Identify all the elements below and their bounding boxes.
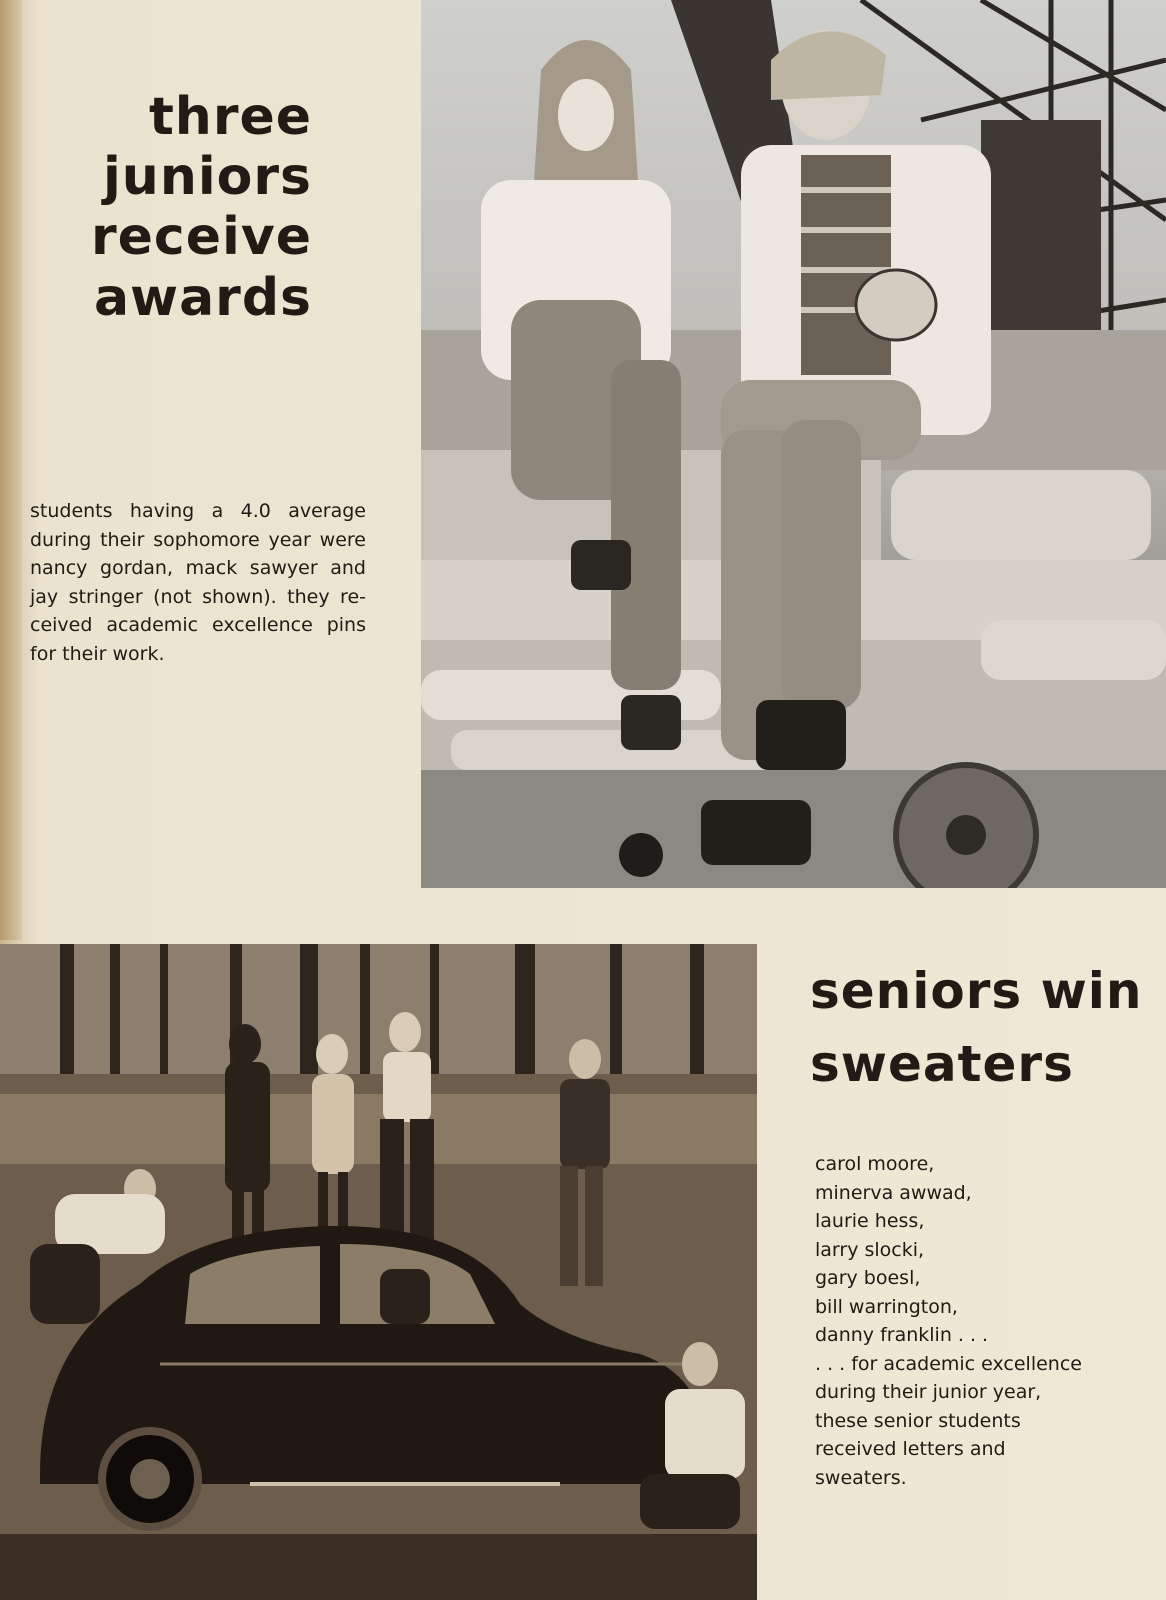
caption-line: bill warrington, bbox=[815, 1295, 958, 1318]
headline-line: sweaters bbox=[810, 1034, 1074, 1093]
caption-line: gary boesl, bbox=[815, 1267, 921, 1289]
caption-line: minerva awwad, bbox=[815, 1181, 972, 1204]
caption-line: received letters and bbox=[815, 1438, 1006, 1460]
seniors-photo-illustration bbox=[0, 944, 757, 1600]
headline-line: awards bbox=[93, 267, 312, 328]
caption-line: . . . for academic excellence bbox=[815, 1352, 1082, 1375]
seniors-headline bbox=[810, 955, 1160, 1100]
seniors-caption bbox=[815, 1150, 1155, 1492]
caption-line: jay stringer (not shown). they re- bbox=[30, 585, 366, 608]
caption-line: during their sophomore year were bbox=[30, 528, 366, 551]
juniors-photo bbox=[421, 0, 1166, 888]
caption-line: sweaters. bbox=[815, 1466, 907, 1489]
caption-line: danny franklin . . . bbox=[815, 1324, 989, 1346]
caption-line: students having a 4.0 average bbox=[30, 500, 366, 522]
juniors-photo-illustration bbox=[421, 0, 1166, 888]
headline-line: seniors win bbox=[810, 962, 1143, 1020]
juniors-caption bbox=[30, 497, 366, 668]
caption-line: for their work. bbox=[30, 642, 165, 665]
headline-line: receive bbox=[91, 207, 312, 268]
caption-line: during their junior year, bbox=[815, 1381, 1042, 1403]
headline-line: juniors bbox=[102, 147, 312, 208]
caption-line: ceived academic excellence pins bbox=[30, 614, 366, 636]
caption-line: nancy gordan, mack sawyer and bbox=[30, 557, 366, 579]
headline-line: three bbox=[148, 87, 312, 147]
juniors-headline bbox=[40, 88, 312, 329]
caption-line: laurie hess, bbox=[815, 1210, 925, 1232]
caption-line: larry slocki, bbox=[815, 1238, 925, 1261]
seniors-photo bbox=[0, 944, 757, 1600]
page-spine-shadow bbox=[0, 0, 22, 940]
caption-line: these senior students bbox=[815, 1409, 1021, 1432]
caption-line: carol moore, bbox=[815, 1153, 935, 1175]
